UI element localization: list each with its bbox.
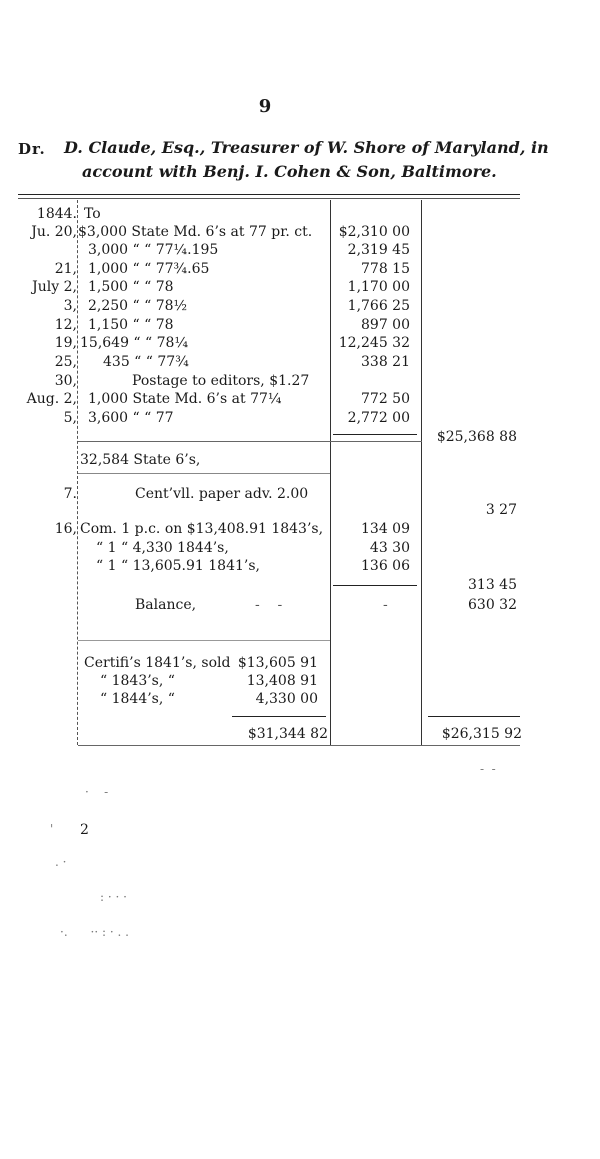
certificate-amount: $13,605 91 bbox=[237, 655, 318, 671]
entry-amount: $2,310 00 bbox=[338, 224, 410, 240]
entry-date: 30, bbox=[54, 373, 77, 389]
entry-date: 19, bbox=[54, 335, 77, 351]
section-rule bbox=[78, 441, 422, 442]
subtotal-amount: $25,368 88 bbox=[436, 429, 517, 445]
table-bottom-rule bbox=[78, 745, 520, 746]
certificate-amount: 13,408 91 bbox=[246, 673, 318, 689]
entry-description: Com. 1 p.c. on $13,408.91 1843’s, bbox=[80, 521, 324, 537]
entry-amount: 1,766 25 bbox=[347, 298, 410, 314]
grand-total: $26,315 92 bbox=[441, 726, 522, 742]
table-top-rule bbox=[18, 194, 520, 195]
scan-speck: ' bbox=[50, 822, 54, 836]
entry-date: July 2, bbox=[32, 279, 77, 295]
entry-date: 5, bbox=[63, 410, 77, 426]
entry-date: 25, bbox=[54, 354, 77, 370]
balance-label: Balance, bbox=[135, 597, 197, 613]
scan-speck: ·. ·· : · . . bbox=[60, 925, 129, 939]
entry-description: 1,150 “ “ 78 bbox=[88, 317, 174, 333]
entry-description: $3,000 State Md. 6’s at 77 pr. ct. bbox=[78, 224, 313, 240]
commission-total: 313 45 bbox=[468, 577, 517, 593]
ledger-to: To bbox=[84, 206, 101, 222]
scan-speck: - - bbox=[480, 762, 496, 776]
entry-description: 2,250 “ “ 78½ bbox=[88, 298, 188, 314]
account-heading-line1: D. Claude, Esq., Treasurer of W. Shore of Maryland, in bbox=[64, 138, 549, 157]
entry-amount: 772 50 bbox=[361, 391, 410, 407]
footer-page-number: 2 bbox=[80, 822, 89, 838]
entry-date: Aug. 2, bbox=[26, 391, 77, 407]
certificate-amount: 4,330 00 bbox=[255, 691, 318, 707]
entry-description: 1,000 “ “ 77¾.65 bbox=[88, 261, 210, 277]
certificate-label: “ 1843’s, “ bbox=[100, 673, 175, 689]
scan-speck: . · bbox=[55, 855, 67, 869]
entry-amount: 778 15 bbox=[361, 261, 410, 277]
ledger-year: 1844. bbox=[36, 206, 77, 222]
certificates-total: $31,344 82 bbox=[247, 726, 328, 742]
entry-description: 435 “ “ 77¾ bbox=[103, 354, 189, 370]
entry-amount: 338 21 bbox=[361, 354, 410, 370]
entry-amount: 134 09 bbox=[361, 521, 410, 537]
entry-amount: 2,319 45 bbox=[347, 242, 410, 258]
debit-mark: Dr. bbox=[18, 140, 46, 158]
certificate-label: “ 1844’s, “ bbox=[100, 691, 175, 707]
subtotal-rule bbox=[333, 434, 417, 435]
entry-amount: 136 06 bbox=[361, 558, 410, 574]
entry-description: 3,600 “ “ 77 bbox=[88, 410, 174, 426]
table-top-rule-secondary bbox=[18, 198, 520, 199]
entry-date: 21, bbox=[54, 261, 77, 277]
certificates-total-rule bbox=[232, 716, 326, 717]
section-rule bbox=[78, 473, 330, 474]
page-number: 9 bbox=[258, 96, 272, 117]
commission-total-rule bbox=[333, 585, 417, 586]
entry-date: 7. bbox=[63, 486, 77, 502]
entry-description: 1,000 State Md. 6’s at 77¼ bbox=[88, 391, 282, 407]
entry-description: 3,000 “ “ 77¼.195 bbox=[88, 242, 219, 258]
certificate-label: Certifi’s 1841’s, sold bbox=[84, 655, 231, 671]
entry-date: 16, bbox=[54, 521, 77, 537]
entry-amount: 1,170 00 bbox=[347, 279, 410, 295]
entry-amount: 3 27 bbox=[485, 502, 517, 518]
entry-amount: 12,245 32 bbox=[338, 335, 410, 351]
grand-total-rule bbox=[428, 716, 520, 717]
description-column-divider bbox=[330, 200, 331, 745]
entry-description: “ 1 “ 13,605.91 1841’s, bbox=[96, 558, 260, 574]
entry-amount: 43 30 bbox=[369, 540, 410, 556]
entry-description: Postage to editors, $1.27 bbox=[132, 373, 310, 389]
entry-amount: 897 00 bbox=[361, 317, 410, 333]
entry-date: Ju. 20, bbox=[31, 224, 77, 240]
entry-description: 1,500 “ “ 78 bbox=[88, 279, 174, 295]
entry-date: 3, bbox=[63, 298, 77, 314]
entry-date: 12, bbox=[54, 317, 77, 333]
bonds-total: 32,584 State 6’s, bbox=[80, 452, 201, 468]
entry-description: “ 1 “ 4,330 1844’s, bbox=[96, 540, 229, 556]
entry-description: Cent’vll. paper adv. 2.00 bbox=[135, 486, 309, 502]
amount-column-divider bbox=[421, 200, 422, 745]
account-heading-line2: account with Benj. I. Cohen & Son, Baltimore. bbox=[82, 162, 497, 181]
balance-amount: 630 32 bbox=[468, 597, 517, 613]
section-rule bbox=[78, 640, 330, 641]
entry-amount: 2,772 00 bbox=[347, 410, 410, 426]
scan-speck: · - bbox=[85, 785, 109, 799]
entry-description: 15,649 “ “ 78¼ bbox=[80, 335, 189, 351]
scan-speck: : · · · bbox=[100, 890, 127, 904]
